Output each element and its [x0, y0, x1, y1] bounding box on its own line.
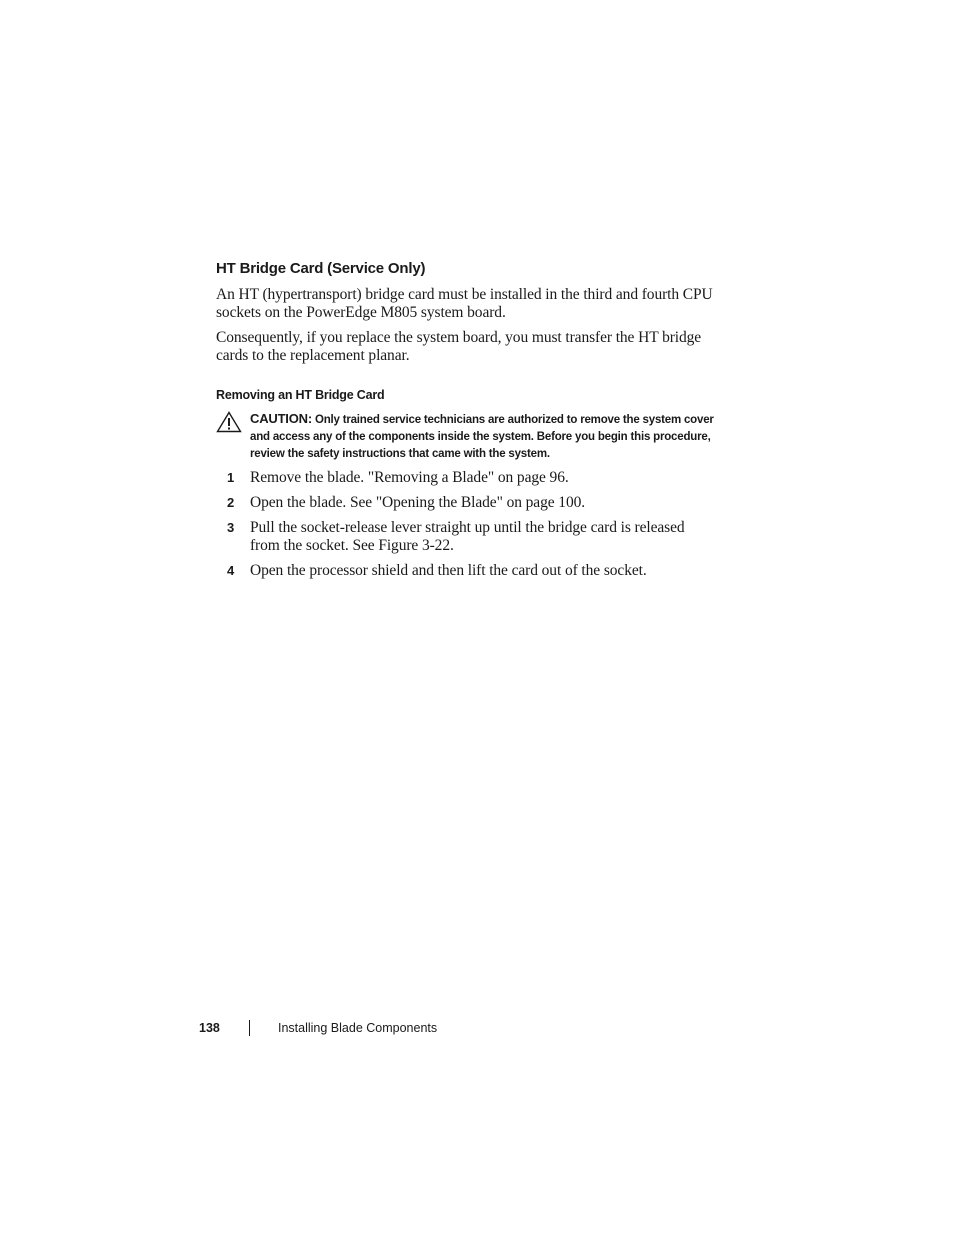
step-text: Open the blade. See "Opening the Blade" on page 100.: [250, 494, 586, 511]
section-title: HT Bridge Card (Service Only): [216, 260, 426, 277]
step-number: 1: [227, 470, 235, 485]
list-item: [216, 494, 716, 512]
caution-label: CAUTION:: [250, 411, 312, 426]
subsection-title: Removing an HT Bridge Card: [216, 388, 385, 402]
caution-triangle-icon: [216, 411, 242, 433]
caution-text: Only trained service technicians are authorized to remove the system cover and access any of the components inside the system. Before you begin this procedure, review the safety instructions that came with the system.: [250, 414, 714, 460]
step-text: Open the processor shield and then lift the card out of the socket.: [250, 562, 647, 579]
step-number: 3: [227, 520, 235, 535]
list-item: [216, 469, 716, 487]
step-number: 4: [227, 563, 235, 578]
chapter-title: Installing Blade Components: [278, 1021, 438, 1035]
step-number: 2: [227, 495, 235, 510]
list-item: [216, 519, 716, 555]
paragraph-2: Consequently, if you replace the system board, you must transfer the HT bridge cards to the replacement planar.: [216, 329, 702, 364]
list-item: [216, 562, 716, 580]
step-text: Remove the blade. "Removing a Blade" on page 96.: [250, 469, 569, 486]
caution-notice: [216, 410, 716, 463]
steps-list: [216, 469, 716, 580]
page-content: [216, 258, 716, 587]
paragraph-1: An HT (hypertransport) bridge card must be installed in the third and fourth CPU sockets on the PowerEdge M805 system board.: [216, 286, 713, 321]
page-number: 138: [199, 1021, 220, 1035]
step-text: Pull the socket-release lever straight up until the bridge card is released from the socket. See Figure 3-22.: [250, 519, 685, 554]
footer-divider: [249, 1020, 250, 1036]
